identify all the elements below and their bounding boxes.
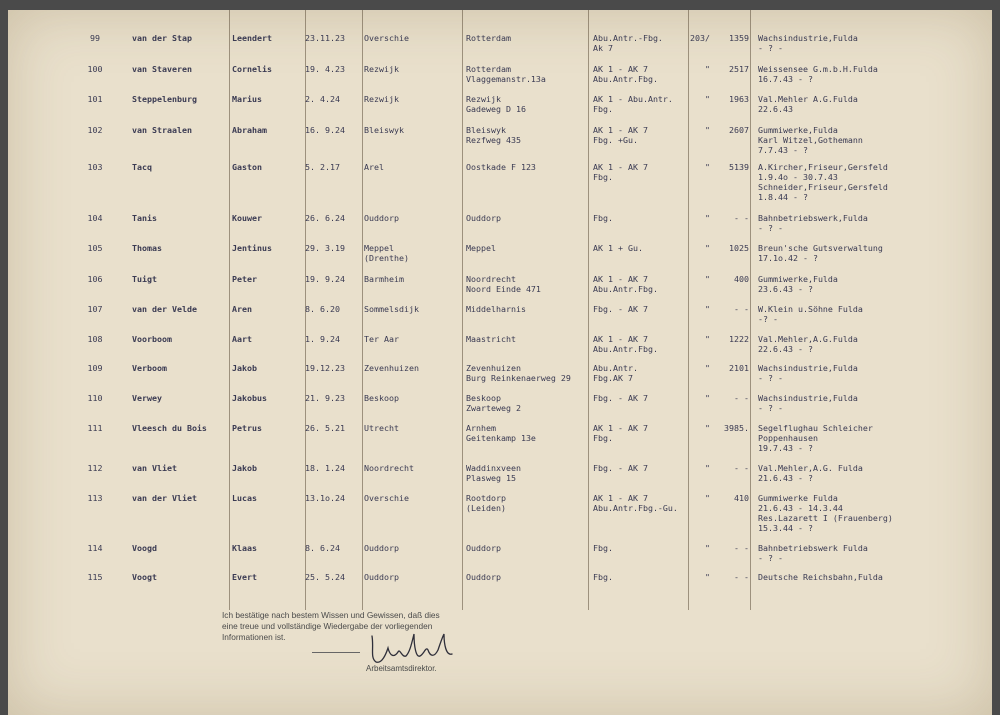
birth-date: 29. 3.19 — [305, 243, 345, 253]
surname: Tuigt — [132, 274, 157, 284]
birth-date: 19. 4.23 — [305, 64, 345, 74]
employer-line: Bahnbetriebswerk,Fulda — [758, 213, 868, 223]
employer-line: - ? - — [758, 553, 783, 563]
employer-line: Gummiwerke Fulda — [758, 493, 838, 503]
department — [593, 94, 688, 114]
row-number: 105 — [87, 243, 103, 253]
record-number: - - — [734, 304, 749, 314]
employer-line: Schneider,Friseur,Gersfeld — [758, 182, 888, 192]
department-line: AK 1 - AK 7 — [593, 125, 648, 135]
home-address-line: (Leiden) — [466, 503, 506, 513]
employer-line: 7.7.43 - ? — [758, 145, 808, 155]
first-name: Evert — [232, 572, 257, 582]
row-number: 113 — [87, 493, 103, 503]
employer-line: W.Klein u.Söhne Fulda — [758, 304, 863, 314]
birth-place — [364, 33, 469, 43]
home-address — [466, 213, 589, 223]
family-ref: 203/ — [690, 33, 710, 43]
signature-title: Arbeitsamtsdirektor. — [366, 664, 437, 673]
family-ref: " — [705, 493, 710, 503]
department-line: Abu.Antr. — [593, 363, 638, 373]
department-line: AK 1 - Abu.Antr. — [593, 94, 673, 104]
employer — [758, 572, 948, 582]
birth-place — [364, 243, 469, 263]
birth-date: 8. 6.24 — [305, 543, 340, 553]
employer-line: Deutsche Reichsbahn,Fulda — [758, 572, 883, 582]
employer — [758, 125, 948, 155]
birth-date: 19. 9.24 — [305, 274, 345, 284]
employer — [758, 423, 948, 453]
birth-place-line: Sommelsdijk — [364, 304, 419, 314]
record-number: - - — [734, 543, 749, 553]
family-ref: " — [705, 393, 710, 403]
department-line: AK 1 - AK 7 — [593, 162, 648, 172]
birth-place-line: Ouddorp — [364, 572, 399, 582]
employer-line: - ? - — [758, 373, 783, 383]
employer — [758, 334, 948, 354]
department — [593, 33, 688, 53]
home-address-line: Maastricht — [466, 334, 516, 344]
birth-date: 26. 5.21 — [305, 423, 345, 433]
handwritten-signature — [364, 628, 464, 666]
home-address — [466, 64, 589, 84]
employer-line: Wachsindustrie,Fulda — [758, 33, 858, 43]
birth-date: 25. 5.24 — [305, 572, 345, 582]
first-name: Marius — [232, 94, 262, 104]
first-name: Lucas — [232, 493, 257, 503]
birth-place — [364, 213, 469, 223]
department — [593, 162, 688, 182]
family-ref: " — [705, 334, 710, 344]
family-ref: " — [705, 274, 710, 284]
birth-date: 18. 1.24 — [305, 463, 345, 473]
home-address-line: Ouddorp — [466, 543, 501, 553]
home-address-line: Gadeweg D 16 — [466, 104, 526, 114]
record-number: 2607 — [729, 125, 749, 135]
statement-line: eine treue und vollständige Wiedergabe der vorliegenden — [222, 621, 433, 631]
birth-place-line: Beskoop — [364, 393, 399, 403]
home-address-line: Waddinxveen — [466, 463, 521, 473]
family-ref: " — [705, 304, 710, 314]
row-number: 101 — [87, 94, 103, 104]
birth-place-line: Meppel — [364, 243, 394, 253]
document-page — [8, 10, 992, 715]
employer-line: A.Kircher,Friseur,Gersfeld — [758, 162, 888, 172]
row-number: 104 — [87, 213, 103, 223]
home-address — [466, 304, 589, 314]
department — [593, 363, 688, 383]
birth-place — [364, 304, 469, 314]
employer-line: Gummiwerke,Fulda — [758, 125, 838, 135]
birth-date: 19.12.23 — [305, 363, 345, 373]
employer-line: Poppenhausen — [758, 433, 818, 443]
birth-place — [364, 463, 469, 473]
birth-place-line: Ouddorp — [364, 543, 399, 553]
home-address — [466, 423, 589, 443]
birth-date: 23.11.23 — [305, 33, 345, 43]
employer — [758, 543, 948, 563]
surname: van Vliet — [132, 463, 177, 473]
record-number: 2517 — [729, 64, 749, 74]
department-line: Abu.Antr.Fbg.-Gu. — [593, 503, 678, 513]
home-address-line: Rezwijk — [466, 94, 501, 104]
employer-line: Val.Mehler A.G.Fulda — [758, 94, 858, 104]
home-address — [466, 543, 589, 553]
department-line: Fbg. — [593, 572, 613, 582]
family-ref: " — [705, 162, 710, 172]
first-name: Jakobus — [232, 393, 267, 403]
first-name: Jakob — [232, 363, 257, 373]
employer-line: Weissensee G.m.b.H.Fulda — [758, 64, 878, 74]
department-line: Ak 7 — [593, 43, 613, 53]
birth-place — [364, 393, 469, 403]
home-address — [466, 33, 589, 43]
home-address-line: Noordrecht — [466, 274, 516, 284]
surname: van der Stap — [132, 33, 192, 43]
employer-line: 22.6.43 - ? — [758, 344, 813, 354]
employer-line: 17.1o.42 - ? — [758, 253, 818, 263]
employer-line: Breun'sche Gutsverwaltung — [758, 243, 883, 253]
home-address-line: Burg Reinkenaerweg 29 — [466, 373, 571, 383]
employer — [758, 213, 948, 233]
family-ref: " — [705, 94, 710, 104]
department-line: Fbg.AK 7 — [593, 373, 633, 383]
surname: van der Velde — [132, 304, 197, 314]
first-name: Peter — [232, 274, 257, 284]
employer-line: - ? - — [758, 223, 783, 233]
column-rule — [750, 10, 751, 610]
employer — [758, 33, 948, 53]
row-number: 112 — [87, 463, 103, 473]
birth-place — [364, 162, 469, 172]
department-line: AK 1 - AK 7 — [593, 423, 648, 433]
employer — [758, 493, 948, 533]
department-line: Fbg. — [593, 213, 613, 223]
home-address — [466, 94, 589, 114]
department — [593, 543, 688, 553]
employer-line: 19.7.43 - ? — [758, 443, 813, 453]
home-address-line: Ouddorp — [466, 213, 501, 223]
first-name: Jentinus — [232, 243, 272, 253]
birth-place-line: Overschie — [364, 493, 409, 503]
surname: Verwey — [132, 393, 162, 403]
first-name: Gaston — [232, 162, 262, 172]
first-name: Klaas — [232, 543, 257, 553]
home-address — [466, 243, 589, 253]
row-number: 109 — [87, 363, 103, 373]
birth-date: 13.1o.24 — [305, 493, 345, 503]
surname: van Straalen — [132, 125, 192, 135]
home-address — [466, 125, 589, 145]
row-number: 110 — [87, 393, 103, 403]
record-number: - - — [734, 213, 749, 223]
department-line: AK 1 - AK 7 — [593, 493, 648, 503]
first-name: Abraham — [232, 125, 267, 135]
department — [593, 64, 688, 84]
home-address-line: Arnhem — [466, 423, 496, 433]
home-address-line: Geitenkamp 13e — [466, 433, 536, 443]
department-line: Abu.Antr.Fbg. — [593, 74, 658, 84]
family-ref: " — [705, 543, 710, 553]
record-number: 400 — [734, 274, 749, 284]
home-address-line: Zwarteweg 2 — [466, 403, 521, 413]
row-number: 99 — [90, 33, 100, 43]
birth-place — [364, 363, 469, 373]
department — [593, 243, 688, 253]
department-line: AK 1 - AK 7 — [593, 64, 648, 74]
birth-place-line: Ter Aar — [364, 334, 399, 344]
home-address — [466, 162, 589, 172]
employer-line: -? - — [758, 314, 778, 324]
department — [593, 125, 688, 145]
department-line: Abu.Antr.Fbg. — [593, 344, 658, 354]
family-ref: " — [705, 243, 710, 253]
record-number: 1359 — [729, 33, 749, 43]
first-name: Petrus — [232, 423, 262, 433]
home-address — [466, 572, 589, 582]
first-name: Kouwer — [232, 213, 262, 223]
row-number: 106 — [87, 274, 103, 284]
signature-dash — [312, 652, 360, 653]
home-address-line: Rotterdam — [466, 33, 511, 43]
home-address — [466, 363, 589, 383]
birth-date: 8. 6.20 — [305, 304, 340, 314]
department-line: AK 1 - AK 7 — [593, 274, 648, 284]
row-number: 111 — [87, 423, 103, 433]
department — [593, 213, 688, 223]
record-number: - - — [734, 393, 749, 403]
department-line: Abu.Antr.Fbg. — [593, 284, 658, 294]
employer-line: Wachsindustrie,Fulda — [758, 393, 858, 403]
employer-line: - ? - — [758, 403, 783, 413]
employer-line: Karl Witzel,Gothemann — [758, 135, 863, 145]
employer — [758, 64, 948, 84]
surname: Vleesch du Bois — [132, 423, 207, 433]
row-number: 100 — [87, 64, 103, 74]
employer — [758, 393, 948, 413]
home-address-line: Plasweg 15 — [466, 473, 516, 483]
home-address-line: Rootdorp — [466, 493, 506, 503]
surname: Steppelenburg — [132, 94, 197, 104]
birth-date: 5. 2.17 — [305, 162, 340, 172]
department — [593, 274, 688, 294]
birth-place — [364, 64, 469, 74]
record-number: - - — [734, 572, 749, 582]
home-address — [466, 274, 589, 294]
first-name: Aart — [232, 334, 252, 344]
employer-line: 21.6.43 - 14.3.44 — [758, 503, 843, 513]
family-ref: " — [705, 363, 710, 373]
department-line: Fbg. — [593, 433, 613, 443]
employer-line: 21.6.43 - ? — [758, 473, 813, 483]
record-number: 1222 — [729, 334, 749, 344]
birth-place — [364, 125, 469, 135]
employer — [758, 162, 948, 202]
surname: Tacq — [132, 162, 152, 172]
first-name: Jakob — [232, 463, 257, 473]
birth-place-line: (Drenthe) — [364, 253, 409, 263]
birth-place — [364, 274, 469, 284]
employer — [758, 304, 948, 324]
home-address-line: Rezfweg 435 — [466, 135, 521, 145]
record-number: 410 — [734, 493, 749, 503]
home-address-line: Noord Einde 471 — [466, 284, 541, 294]
birth-place — [364, 94, 469, 104]
department — [593, 393, 688, 403]
department — [593, 493, 688, 513]
department — [593, 572, 688, 582]
first-name: Cornelis — [232, 64, 272, 74]
home-address-line: Ouddorp — [466, 572, 501, 582]
record-number: 1025 — [729, 243, 749, 253]
employer-line: 16.7.43 - ? — [758, 74, 813, 84]
home-address-line: Middelharnis — [466, 304, 526, 314]
employer-line: Segelflughau Schleicher — [758, 423, 873, 433]
home-address — [466, 393, 589, 413]
employer — [758, 243, 948, 263]
home-address-line: Beskoop — [466, 393, 501, 403]
employer-line: Val.Mehler,A.G.Fulda — [758, 334, 858, 344]
home-address — [466, 334, 589, 344]
department-line: Fbg. - AK 7 — [593, 463, 648, 473]
department-line: Fbg. +Gu. — [593, 135, 638, 145]
department-line: Fbg. - AK 7 — [593, 304, 648, 314]
birth-place-line: Barmheim — [364, 274, 404, 284]
home-address-line: Vlaggemanstr.13a — [466, 74, 546, 84]
first-name: Aren — [232, 304, 252, 314]
employer — [758, 94, 948, 114]
home-address-line: Oostkade F 123 — [466, 162, 536, 172]
family-ref: " — [705, 463, 710, 473]
home-address-line: Zevenhuizen — [466, 363, 521, 373]
birth-place-line: Bleiswyk — [364, 125, 404, 135]
birth-place-line: Overschie — [364, 33, 409, 43]
birth-place — [364, 543, 469, 553]
birth-place-line: Noordrecht — [364, 463, 414, 473]
row-number: 114 — [87, 543, 103, 553]
surname: Verboom — [132, 363, 167, 373]
department-line: Fbg. — [593, 172, 613, 182]
birth-place — [364, 493, 469, 503]
employer — [758, 463, 948, 483]
row-number: 102 — [87, 125, 103, 135]
employer-line: Wachsindustrie,Fulda — [758, 363, 858, 373]
birth-place-line: Arel — [364, 162, 384, 172]
home-address — [466, 493, 589, 513]
department — [593, 423, 688, 443]
record-number: 2101 — [729, 363, 749, 373]
home-address — [466, 463, 589, 483]
surname: Voogd — [132, 543, 157, 553]
family-ref: " — [705, 64, 710, 74]
family-ref: " — [705, 572, 710, 582]
record-number: 5139 — [729, 162, 749, 172]
employer-line: - ? - — [758, 43, 783, 53]
family-ref: " — [705, 125, 710, 135]
department — [593, 463, 688, 473]
home-address-line: Bleiswyk — [466, 125, 506, 135]
surname: Voogt — [132, 572, 157, 582]
birth-place — [364, 334, 469, 344]
employer-line: 1.9.4o - 30.7.43 — [758, 172, 838, 182]
row-number: 108 — [87, 334, 103, 344]
birth-date: 16. 9.24 — [305, 125, 345, 135]
statement-line: Informationen ist. — [222, 632, 286, 642]
department-line: Abu.Antr.-Fbg. — [593, 33, 663, 43]
record-number: 3985. — [724, 423, 749, 433]
family-ref: " — [705, 423, 710, 433]
department — [593, 334, 688, 354]
surname: Voorboom — [132, 334, 172, 344]
family-ref: " — [705, 213, 710, 223]
employer-line: Val.Mehler,A.G. Fulda — [758, 463, 863, 473]
employer-line: Gummiwerke,Fulda — [758, 274, 838, 284]
employer-line: Res.Lazarett I (Frauenberg) — [758, 513, 893, 523]
employer-line: 22.6.43 — [758, 104, 793, 114]
department-line: AK 1 + Gu. — [593, 243, 643, 253]
home-address-line: Meppel — [466, 243, 496, 253]
birth-place — [364, 423, 469, 433]
birth-date: 2. 4.24 — [305, 94, 340, 104]
employer — [758, 363, 948, 383]
birth-place-line: Zevenhuizen — [364, 363, 419, 373]
birth-place-line: Ouddorp — [364, 213, 399, 223]
first-name: Leendert — [232, 33, 272, 43]
surname: van der Vliet — [132, 493, 197, 503]
birth-place — [364, 572, 469, 582]
record-number: 1963 — [729, 94, 749, 104]
department — [593, 304, 688, 314]
department-line: Fbg. — [593, 104, 613, 114]
row-number: 103 — [87, 162, 103, 172]
record-number: - - — [734, 463, 749, 473]
department-line: Fbg. — [593, 543, 613, 553]
row-number: 107 — [87, 304, 103, 314]
employer-line: 1.8.44 - ? — [758, 192, 808, 202]
employer — [758, 274, 948, 294]
department-line: AK 1 - AK 7 — [593, 334, 648, 344]
employer-line: 15.3.44 - ? — [758, 523, 813, 533]
birth-place-line: Utrecht — [364, 423, 399, 433]
surname: Tanis — [132, 213, 157, 223]
birth-place-line: Rezwijk — [364, 94, 399, 104]
statement-line: Ich bestätige nach bestem Wissen und Gewissen, daß dies — [222, 610, 440, 620]
surname: van Staveren — [132, 64, 192, 74]
employer-line: 23.6.43 - ? — [758, 284, 813, 294]
surname: Thomas — [132, 243, 162, 253]
birth-date: 21. 9.23 — [305, 393, 345, 403]
birth-date: 26. 6.24 — [305, 213, 345, 223]
birth-place-line: Rezwijk — [364, 64, 399, 74]
department-line: Fbg. - AK 7 — [593, 393, 648, 403]
birth-date: 1. 9.24 — [305, 334, 340, 344]
row-number: 115 — [87, 572, 103, 582]
home-address-line: Rotterdam — [466, 64, 511, 74]
employer-line: Bahnbetriebswerk Fulda — [758, 543, 868, 553]
